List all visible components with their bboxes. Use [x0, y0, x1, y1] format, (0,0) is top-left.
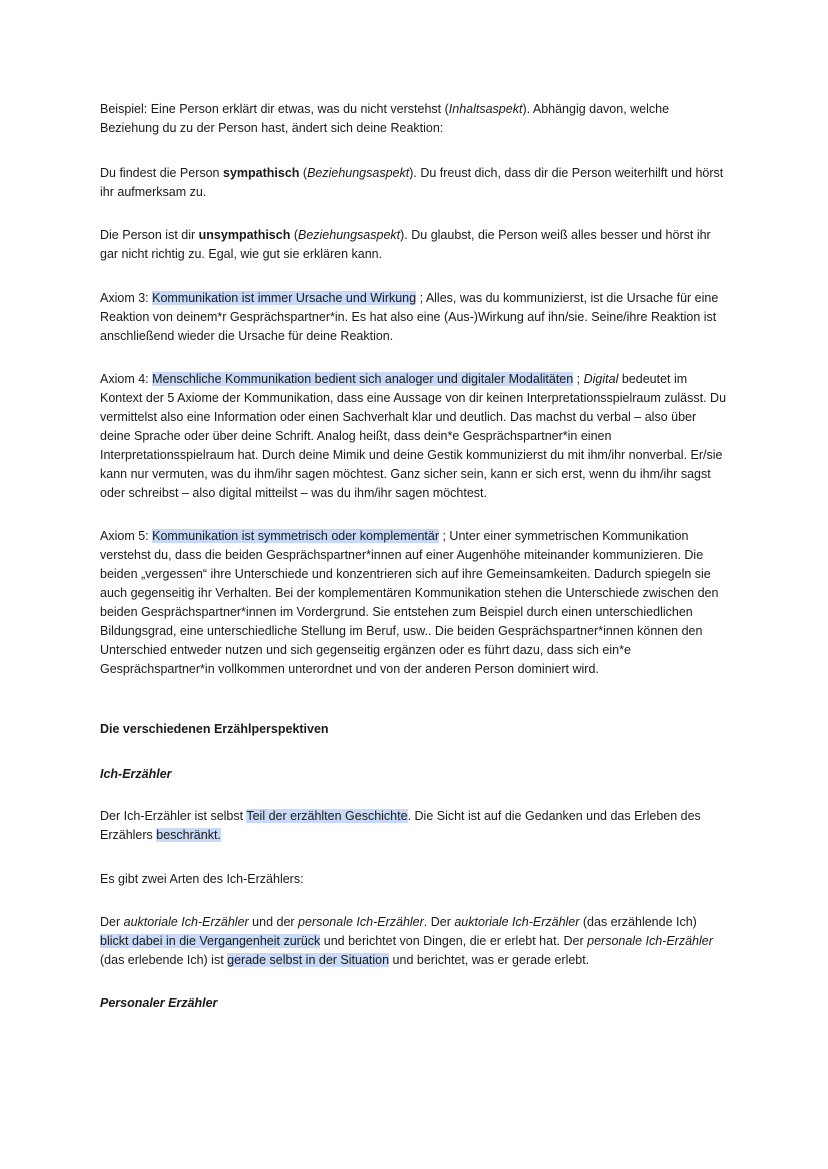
- paragraph-unsympathisch: [100, 226, 728, 264]
- text: (: [290, 228, 298, 242]
- highlighted-text: Menschliche Kommunikation bedient sich analoger und digitaler Modalitäten: [152, 372, 574, 386]
- heading-text: Die verschiedenen Erzählperspektiven: [100, 722, 329, 736]
- heading-erzaehlperspektiven: [100, 720, 728, 739]
- paragraph-beispiel: [100, 100, 728, 138]
- text: . Der: [423, 915, 455, 929]
- text: ). Du freust dich, dass dir die Person weiterhilft und hörst ihr aufmerksam zu.: [100, 166, 724, 199]
- paragraph-auktorial-personal: [100, 913, 728, 970]
- italic-term: Beziehungsaspekt: [297, 228, 401, 242]
- text: (das erlebende Ich) ist: [100, 953, 228, 967]
- text: ; Alles, was du kommunizierst, ist die Ursache für eine Reaktion von deinem*r Gesprächspartner*in. Es hat also eine (Aus-)Wirkung auf ihn/sie. Seine/ihre Reaktion ist anschließend wieder die Ursache für deine Reaktion.: [100, 291, 719, 343]
- italic-term: Beziehungsaspekt: [307, 166, 410, 180]
- italic-term: personale Ich-Erzähler: [587, 934, 713, 948]
- highlighted-text: gerade selbst in der Situation: [227, 953, 390, 967]
- text: bedeutet im Kontext der 5 Axiome der Kommunikation, dass eine Aussage von dir keinen Interpretationsspielraum zulässt. Du vermittelst also eine Information oder einen Sachverhalt klar und deutlich. Das machst du verbal – also über deine Sprache oder über deine Schrift. Analog heißt, dass dein*e Gesprächspartner*in einen Interpretationsspielraum hat. Durch deine Mimik und deine Gestik kommunizierst du mit ihm/ihr nonverbal. Er/sie kann nur vermuten, was du ihm/ihr sagen möchtest. Ganz sicher sein, kann er sich erst, wenn du ihm/ihr sagst oder schreibst – also digital mitteilst – was du ihm/ihr sagen möchtest.: [100, 372, 727, 500]
- highlighted-text: beschränkt.: [156, 828, 221, 842]
- heading-personaler-erzaehler: [100, 994, 728, 1013]
- text: ;: [573, 372, 584, 386]
- axiom-label: Axiom 3:: [100, 291, 153, 305]
- heading-text: Personaler Erzähler: [100, 996, 218, 1010]
- axiom-label: Axiom 4:: [100, 372, 153, 386]
- text: Die Person ist dir: [100, 228, 199, 242]
- paragraph-zwei-arten: [100, 870, 728, 889]
- paragraph-sympathisch: [100, 164, 728, 202]
- italic-term: auktoriale Ich-Erzähler: [454, 915, 580, 929]
- bold-term: unsympathisch: [198, 228, 291, 242]
- highlighted-text: Kommunikation ist symmetrisch oder komplementär: [152, 529, 440, 543]
- paragraph-axiom-4: [100, 370, 728, 503]
- bold-term: sympathisch: [223, 166, 300, 180]
- text: Beispiel: Eine Person erklärt dir etwas, was du nicht verstehst (: [100, 102, 449, 116]
- text: Der: [100, 915, 124, 929]
- heading-ich-erzaehler: [100, 765, 728, 784]
- paragraph-axiom-3: [100, 289, 728, 346]
- paragraph-ich-erzaehler: [100, 807, 728, 845]
- italic-term: Inhaltsaspekt: [448, 102, 523, 116]
- text: Es gibt zwei Arten des Ich-Erzählers:: [100, 872, 304, 886]
- italic-term: auktoriale Ich-Erzähler: [123, 915, 249, 929]
- text: Du findest die Person: [100, 166, 223, 180]
- axiom-label: Axiom 5:: [100, 529, 153, 543]
- text: ; Unter einer symmetrischen Kommunikation verstehst du, dass die beiden Gesprächspartner*innen auf einer Augenhöhe miteinander kommunizieren. Die beiden „vergessen“ ihre Unterschiede und konzentrieren sich auf ihre Gemeinsamkeiten. Dadurch spiegeln sie auch gegenseitig ihr Verhalten. Bei der komplementären Kommunikation stehen die Unterschiede zwischen den beiden Gesprächspartner*innen im Vordergrund. Sie entstehen zum Beispiel durch einen unterschiedlichen Bildungsgrad, eine unterschiedliche Stellung im Beruf, usw.. Die beiden Gesprächspartner*innen können den Unterschied entweder nutzen und sich gegenseitig ergänzen oder es führt dazu, dass sich ein*e Gesprächspartner*in vollkommen unterordnet und von der anderen Person dominiert wird.: [100, 529, 719, 676]
- text: und der: [248, 915, 299, 929]
- text: ). Abhängig davon, welche Beziehung du zu der Person hast, ändert sich deine Reaktion:: [100, 102, 670, 135]
- highlighted-text: blickt dabei in die Vergangenheit zurück: [100, 934, 321, 948]
- text: (das erzählende Ich): [579, 915, 697, 929]
- text: und berichtet von Dingen, die er erlebt hat. Der: [320, 934, 588, 948]
- highlighted-text: Kommunikation ist immer Ursache und Wirkung: [152, 291, 417, 305]
- highlighted-text: Teil der erzählten Geschichte: [246, 809, 408, 823]
- italic-term: Digital: [583, 372, 619, 386]
- heading-text: Ich-Erzähler: [100, 767, 172, 781]
- paragraph-axiom-5: [100, 527, 728, 679]
- text: und berichtet, was er gerade erlebt.: [389, 953, 590, 967]
- text: ). Du glaubst, die Person weiß alles besser und hörst ihr gar nicht richtig zu. Egal, wie gut sie erklären kann.: [100, 228, 711, 261]
- text: (: [299, 166, 308, 180]
- text: . Die Sicht ist auf die Gedanken und das Erleben des Erzählers: [100, 809, 701, 842]
- text: Der Ich-Erzähler ist selbst: [100, 809, 247, 823]
- italic-term: personale Ich-Erzähler: [298, 915, 424, 929]
